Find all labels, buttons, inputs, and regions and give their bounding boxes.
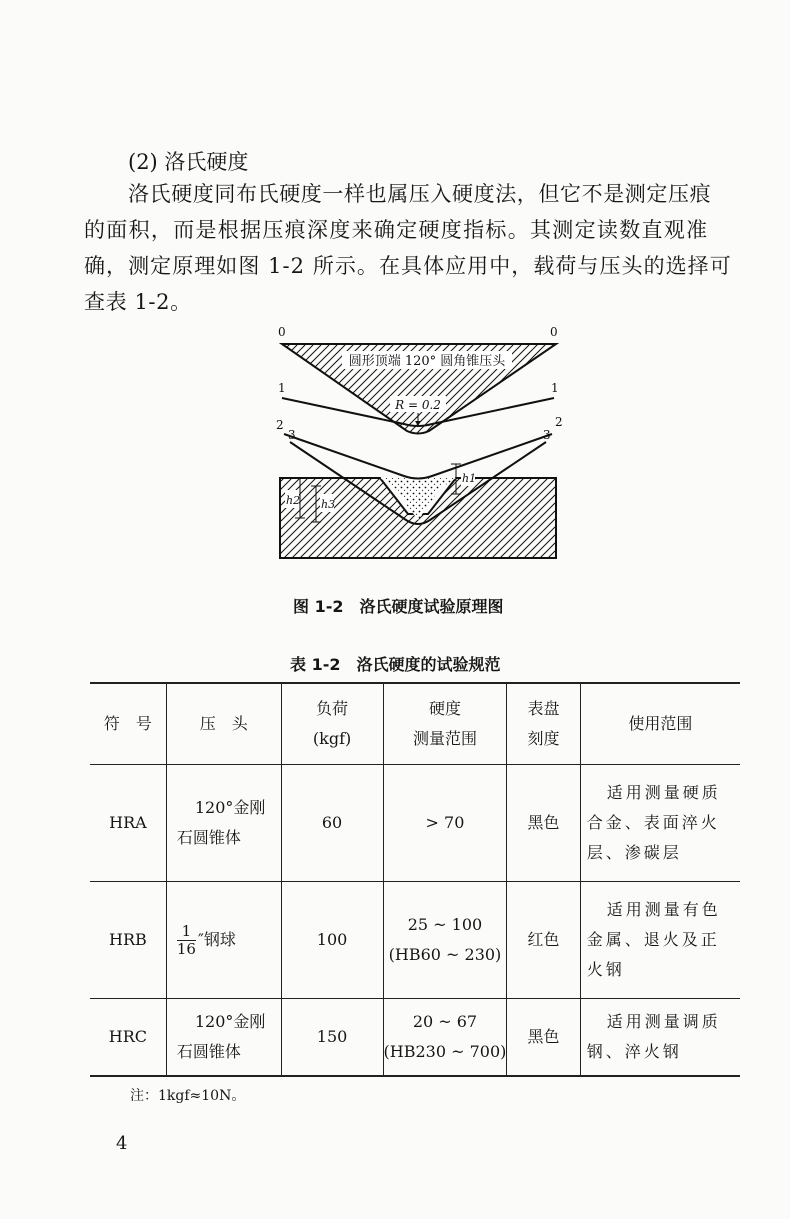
cell-usage bbox=[580, 999, 740, 1077]
cell-usage-line: 火钢 bbox=[586, 960, 625, 979]
header-range-line: 硬度 bbox=[428, 699, 461, 718]
paragraph-line: 的面积，而是根据压痕深度来确定硬度指标。其测定读数直观准 bbox=[84, 218, 709, 242]
cell-dial: 黑色 bbox=[507, 999, 580, 1077]
cell-symbol: HRC bbox=[90, 999, 166, 1077]
section-heading: (2) 洛氏硬度 bbox=[128, 150, 249, 174]
header-range-line: 测量范围 bbox=[412, 729, 477, 748]
radius-label: R = 0.2 bbox=[395, 398, 441, 412]
header-dial-line: 刻度 bbox=[527, 729, 560, 748]
position-label-2-left: 2 bbox=[276, 418, 284, 432]
cell-indenter-line: 120°金刚 bbox=[194, 1012, 266, 1031]
position-label-2-right: 2 bbox=[555, 415, 563, 429]
position-label-0-right: 0 bbox=[550, 325, 558, 339]
cell-load: 100 bbox=[281, 882, 383, 999]
table-header-row bbox=[90, 683, 740, 765]
cell-indenter bbox=[166, 765, 281, 882]
cell-usage bbox=[580, 765, 740, 882]
cell-load: 60 bbox=[281, 765, 383, 882]
cell-usage-line: 适用测量调质 bbox=[606, 1012, 721, 1031]
position-label-1-right: 1 bbox=[551, 381, 559, 395]
cell-range bbox=[383, 999, 507, 1077]
cell-indenter-line: 石圆锥体 bbox=[176, 828, 241, 847]
cell-range-line: > 70 bbox=[425, 813, 465, 832]
cell-range-line: 20 ~ 67 bbox=[412, 1012, 478, 1031]
header-range bbox=[383, 683, 507, 765]
figure-caption: 图 1-2 洛氏硬度试验原理图 bbox=[293, 597, 504, 616]
cell-usage-line: 钢、淬火钢 bbox=[586, 1042, 682, 1061]
body-paragraph bbox=[84, 176, 744, 320]
position-label-3-left: 3 bbox=[288, 428, 296, 442]
cell-usage-line: 金属、退火及正 bbox=[586, 930, 720, 949]
cell-indenter-line: 石圆锥体 bbox=[176, 1042, 241, 1061]
cell-indenter-line: 120°金刚 bbox=[194, 798, 266, 817]
indenter-position-2 bbox=[284, 434, 552, 479]
position-label-3-right: 3 bbox=[543, 428, 551, 442]
paragraph-line: 查表 1-2。 bbox=[84, 290, 192, 314]
cell-usage-line: 适用测量有色 bbox=[606, 900, 721, 919]
fraction-numerator: 1 bbox=[177, 923, 196, 941]
cell-range-line: 25 ~ 100 bbox=[407, 915, 483, 934]
header-symbol: 符 号 bbox=[90, 683, 166, 765]
table-title: 表 1-2 洛氏硬度的试验规范 bbox=[290, 655, 501, 674]
header-load-line: (kgf) bbox=[312, 729, 352, 748]
fraction-denominator: 16 bbox=[176, 939, 196, 958]
page-number: 4 bbox=[116, 1133, 128, 1154]
cell-range bbox=[383, 765, 507, 882]
position-label-1-left: 1 bbox=[278, 381, 286, 395]
header-load bbox=[281, 683, 383, 765]
fraction bbox=[177, 923, 196, 958]
header-dial-line: 表盘 bbox=[527, 699, 560, 718]
depth-label-h2: h2 bbox=[286, 494, 301, 507]
cell-usage bbox=[580, 882, 740, 999]
cell-indenter bbox=[166, 999, 281, 1077]
cell-dial: 红色 bbox=[507, 882, 580, 999]
table-row bbox=[90, 882, 740, 999]
paragraph-line: 确，测定原理如图 1-2 所示。在具体应用中，载荷与压头的选择可 bbox=[84, 254, 732, 278]
cell-range-line: (HB60 ~ 230) bbox=[388, 945, 502, 964]
cell-usage-line: 合金、表面淬火 bbox=[586, 813, 720, 832]
cell-indenter bbox=[166, 882, 281, 999]
table-note: 注：1kgf≈10N。 bbox=[130, 1088, 246, 1104]
rockwell-spec-table bbox=[90, 682, 740, 1077]
depth-label-h3: h3 bbox=[321, 498, 336, 511]
rockwell-principle-diagram bbox=[268, 318, 568, 562]
header-indenter: 压 头 bbox=[166, 683, 281, 765]
table-row bbox=[90, 765, 740, 882]
header-usage: 使用范围 bbox=[580, 683, 740, 765]
cell-range bbox=[383, 882, 507, 999]
cell-dial: 黑色 bbox=[507, 765, 580, 882]
table-row bbox=[90, 999, 740, 1077]
depth-label-h1: h1 bbox=[462, 472, 477, 485]
indenter-label: 圆形顶端 120° 圆角锥压头 bbox=[348, 354, 506, 369]
cell-indenter-suffix: ″钢球 bbox=[197, 929, 236, 949]
cell-range-line: (HB230 ~ 700) bbox=[383, 1042, 507, 1061]
cell-symbol: HRB bbox=[90, 882, 166, 999]
header-dial bbox=[507, 683, 580, 765]
header-load-line: 负荷 bbox=[316, 699, 349, 718]
cell-symbol: HRA bbox=[90, 765, 166, 882]
position-label-0-left: 0 bbox=[278, 325, 286, 339]
cell-usage-line: 层、渗碳层 bbox=[586, 843, 682, 862]
cell-usage-line: 适用测量硬质 bbox=[606, 783, 721, 802]
paragraph-line: 洛氏硬度同布氏硬度一样也属压入硬度法，但它不是测定压痕 bbox=[128, 182, 712, 206]
cell-load: 150 bbox=[281, 999, 383, 1077]
